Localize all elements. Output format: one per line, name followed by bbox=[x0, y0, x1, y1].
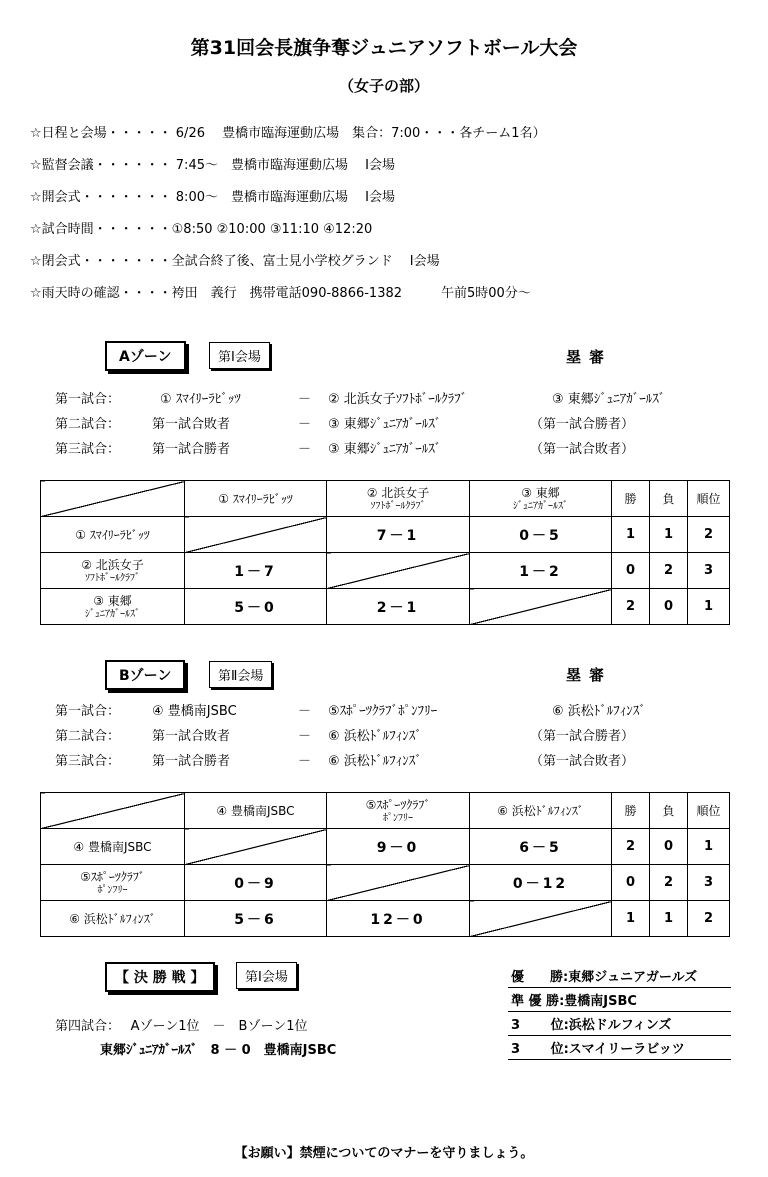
ranking-label: 3 位 bbox=[511, 1018, 564, 1033]
column-header: ② 北浜女子 ｿﾌﾄﾎﾞｰﾙｸﾗﾌﾞ bbox=[327, 481, 470, 517]
final-venue: 第Ⅰ会場 bbox=[236, 962, 297, 989]
score-cell: 0－5 bbox=[470, 517, 612, 553]
score-cell-self bbox=[470, 901, 612, 937]
score-cell: 2－1 bbox=[327, 589, 470, 625]
schedule-game: 第一試合： bbox=[55, 704, 121, 719]
info-opening: ☆開会式・・・・・・・ 8:00～ 豊橋市臨海運動広場 Ⅰ会場 bbox=[30, 190, 395, 205]
losses-cell: 1 bbox=[650, 517, 688, 553]
schedule-vs: － bbox=[298, 442, 312, 457]
schedule-home: ④ 豊橋南JSBC bbox=[152, 704, 237, 719]
score-cell-self bbox=[185, 517, 327, 553]
zone-a-venue: 第Ⅰ会場 bbox=[209, 342, 270, 369]
row-team: ⑤ｽﾎﾟｰﾂｸﾗﾌﾞ ﾎﾟﾝﾌﾘｰ bbox=[41, 865, 185, 901]
column-header: ⑤ｽﾎﾟｰﾂｸﾗﾌﾞ ﾎﾟﾝﾌﾘｰ bbox=[327, 793, 470, 829]
column-header: ① ｽﾏｲﾘｰﾗﾋﾞｯﾂ bbox=[185, 481, 327, 517]
losses-cell: 2 bbox=[650, 553, 688, 589]
score-cell-self bbox=[185, 829, 327, 865]
rank-cell: 1 bbox=[688, 829, 730, 865]
ranking-row bbox=[508, 964, 731, 988]
score-cell-self bbox=[327, 553, 470, 589]
row-team: ① ｽﾏｲﾘｰﾗﾋﾞｯﾂ bbox=[41, 517, 185, 553]
row-team: ⑥ 浜松ﾄﾞﾙﾌｨﾝｽﾞ bbox=[41, 901, 185, 937]
schedule-away: ③ 東郷ｼﾞｭﾆｱｶﾞｰﾙｽﾞ bbox=[328, 442, 442, 457]
column-header: ④ 豊橋南JSBC bbox=[185, 793, 327, 829]
schedule-home: 第一試合勝者 bbox=[152, 754, 231, 769]
column-header-rank: 順位 bbox=[688, 481, 730, 517]
ranking-team: :東郷ジュニアガールズ bbox=[563, 970, 698, 985]
ranking-label: 準 優 勝 bbox=[511, 994, 560, 1009]
ranking-row bbox=[508, 1012, 731, 1036]
column-header-rank: 順位 bbox=[688, 793, 730, 829]
schedule-vs: － bbox=[298, 392, 312, 407]
schedule-umpire: ⑥ 浜松ﾄﾞﾙﾌｨﾝｽﾞ bbox=[552, 704, 646, 719]
ranking-team: :スマイリーラビッツ bbox=[563, 1042, 685, 1057]
rank-cell: 2 bbox=[688, 517, 730, 553]
row-team: ② 北浜女子 ｿﾌﾄﾎﾞｰﾙｸﾗﾌﾞ bbox=[41, 553, 185, 589]
zone-b-results-table bbox=[40, 792, 730, 937]
schedule-game: 第三試合： bbox=[55, 442, 121, 457]
table-row bbox=[41, 865, 730, 901]
schedule-vs: － bbox=[298, 729, 312, 744]
zone-a-label: Aゾーン bbox=[105, 341, 186, 371]
info-closing: ☆閉会式・・・・・・・全試合終了後、富士見小学校グランド Ⅰ会場 bbox=[30, 254, 440, 269]
zone-a-results-table bbox=[40, 480, 730, 625]
score-cell: 0－9 bbox=[185, 865, 327, 901]
score-cell: 1－2 bbox=[470, 553, 612, 589]
wins-cell: 1 bbox=[612, 517, 650, 553]
final-result: 東郷ｼﾞｭﾆｱｶﾞｰﾙｽﾞ 8 － 0 豊橋南JSBC bbox=[100, 1043, 337, 1058]
final-game: 第四試合： Aゾーン1位 － Bゾーン1位 bbox=[55, 1019, 308, 1034]
corner-cell bbox=[41, 481, 185, 517]
column-header-losses: 負 bbox=[650, 793, 688, 829]
score-cell: 6－5 bbox=[470, 829, 612, 865]
schedule-vs: － bbox=[298, 417, 312, 432]
losses-cell: 2 bbox=[650, 865, 688, 901]
column-header-wins: 勝 bbox=[612, 793, 650, 829]
schedule-umpire: （第一試合勝者） bbox=[530, 729, 635, 744]
score-cell-self bbox=[327, 865, 470, 901]
ranking-row bbox=[508, 1036, 731, 1060]
table-header-row bbox=[41, 793, 730, 829]
ranking-label: 優 勝 bbox=[511, 970, 564, 985]
rank-cell: 3 bbox=[688, 865, 730, 901]
score-cell: 12－0 bbox=[327, 901, 470, 937]
score-cell: 9－0 bbox=[327, 829, 470, 865]
schedule-away: ⑥ 浜松ﾄﾞﾙﾌｨﾝｽﾞ bbox=[328, 729, 422, 744]
table-row bbox=[41, 589, 730, 625]
zone-b-umpire-heading: 塁審 bbox=[566, 666, 613, 684]
schedule-vs: － bbox=[298, 704, 312, 719]
losses-cell: 0 bbox=[650, 589, 688, 625]
wins-cell: 0 bbox=[612, 865, 650, 901]
score-cell: 5－0 bbox=[185, 589, 327, 625]
table-row bbox=[41, 829, 730, 865]
wins-cell: 1 bbox=[612, 901, 650, 937]
schedule-game: 第二試合： bbox=[55, 729, 121, 744]
info-schedule: ☆日程と会場・・・・・ 6/26 豊橋市臨海運動広場 集合：7:00・・・各チーム1名） bbox=[30, 126, 546, 141]
zone-b-venue: 第Ⅱ会場 bbox=[209, 661, 272, 688]
score-cell: 5－6 bbox=[185, 901, 327, 937]
column-header: ⑥ 浜松ﾄﾞﾙﾌｨﾝｽﾞ bbox=[470, 793, 612, 829]
final-label: 【 決 勝 戦 】 bbox=[105, 962, 215, 992]
schedule-umpire: ③ 東郷ｼﾞｭﾆｱｶﾞｰﾙｽﾞ bbox=[552, 392, 666, 407]
zone-b-label: Bゾーン bbox=[105, 660, 185, 690]
schedule-game: 第一試合： bbox=[55, 392, 121, 407]
losses-cell: 0 bbox=[650, 829, 688, 865]
info-manager-meeting: ☆監督会議・・・・・・ 7:45～ 豊橋市臨海運動広場 Ⅰ会場 bbox=[30, 158, 395, 173]
rank-cell: 3 bbox=[688, 553, 730, 589]
table-row bbox=[41, 901, 730, 937]
rank-cell: 1 bbox=[688, 589, 730, 625]
info-game-times: ☆試合時間・・・・・・①8:50 ②10:00 ③11:10 ④12:20 bbox=[30, 222, 373, 237]
row-team: ③ 東郷 ｼﾞｭﾆｱｶﾞｰﾙｽﾞ bbox=[41, 589, 185, 625]
wins-cell: 2 bbox=[612, 589, 650, 625]
wins-cell: 2 bbox=[612, 829, 650, 865]
ranking-label: 3 位 bbox=[511, 1042, 564, 1057]
losses-cell: 1 bbox=[650, 901, 688, 937]
schedule-home: ① ｽﾏｲﾘｰﾗﾋﾞｯﾂ bbox=[160, 392, 241, 407]
schedule-umpire: （第一試合敗者） bbox=[530, 442, 635, 457]
ranking-team: :浜松ドルフィンズ bbox=[563, 1018, 672, 1033]
table-row bbox=[41, 517, 730, 553]
table-row bbox=[41, 553, 730, 589]
schedule-umpire: （第一試合敗者） bbox=[530, 754, 635, 769]
column-header: ③ 東郷 ｼﾞｭﾆｱｶﾞｰﾙｽﾞ bbox=[470, 481, 612, 517]
score-cell-self bbox=[470, 589, 612, 625]
ranking-team: :豊橋南JSBC bbox=[559, 994, 637, 1009]
schedule-away: ② 北浜女子ｿﾌﾄﾎﾞｰﾙｸﾗﾌﾞ bbox=[328, 392, 468, 407]
schedule-vs: － bbox=[298, 754, 312, 769]
schedule-home: 第一試合勝者 bbox=[152, 442, 231, 457]
ranking-row bbox=[508, 988, 731, 1012]
schedule-umpire: （第一試合勝者） bbox=[530, 417, 635, 432]
wins-cell: 0 bbox=[612, 553, 650, 589]
schedule-away: ⑥ 浜松ﾄﾞﾙﾌｨﾝｽﾞ bbox=[328, 754, 422, 769]
page-title: 第31回会長旗争奪ジュニアソフトボール大会 bbox=[190, 37, 578, 59]
page-subtitle: （女子の部） bbox=[338, 77, 429, 95]
score-cell: 1－7 bbox=[185, 553, 327, 589]
column-header-losses: 負 bbox=[650, 481, 688, 517]
row-team: ④ 豊橋南JSBC bbox=[41, 829, 185, 865]
schedule-home: 第一試合敗者 bbox=[152, 417, 231, 432]
info-rain-contact: ☆雨天時の確認・・・・袴田 義行 携帯電話090-8866-1382 午前5時00分～ bbox=[30, 286, 531, 301]
score-cell: 7－1 bbox=[327, 517, 470, 553]
schedule-home: 第一試合敗者 bbox=[152, 729, 231, 744]
rank-cell: 2 bbox=[688, 901, 730, 937]
smoking-notice: 【お願い】禁煙についてのマナーを守りましょう。 bbox=[234, 1146, 534, 1161]
table-header-row bbox=[41, 481, 730, 517]
score-cell: 0－12 bbox=[470, 865, 612, 901]
schedule-away: ⑤ｽﾎﾟｰﾂｸﾗﾌﾞﾎﾟﾝﾌﾘｰ bbox=[328, 704, 438, 719]
column-header-wins: 勝 bbox=[612, 481, 650, 517]
schedule-game: 第三試合： bbox=[55, 754, 121, 769]
zone-a-umpire-heading: 塁審 bbox=[566, 348, 613, 366]
schedule-away: ③ 東郷ｼﾞｭﾆｱｶﾞｰﾙｽﾞ bbox=[328, 417, 442, 432]
corner-cell bbox=[41, 793, 185, 829]
schedule-game: 第二試合： bbox=[55, 417, 121, 432]
